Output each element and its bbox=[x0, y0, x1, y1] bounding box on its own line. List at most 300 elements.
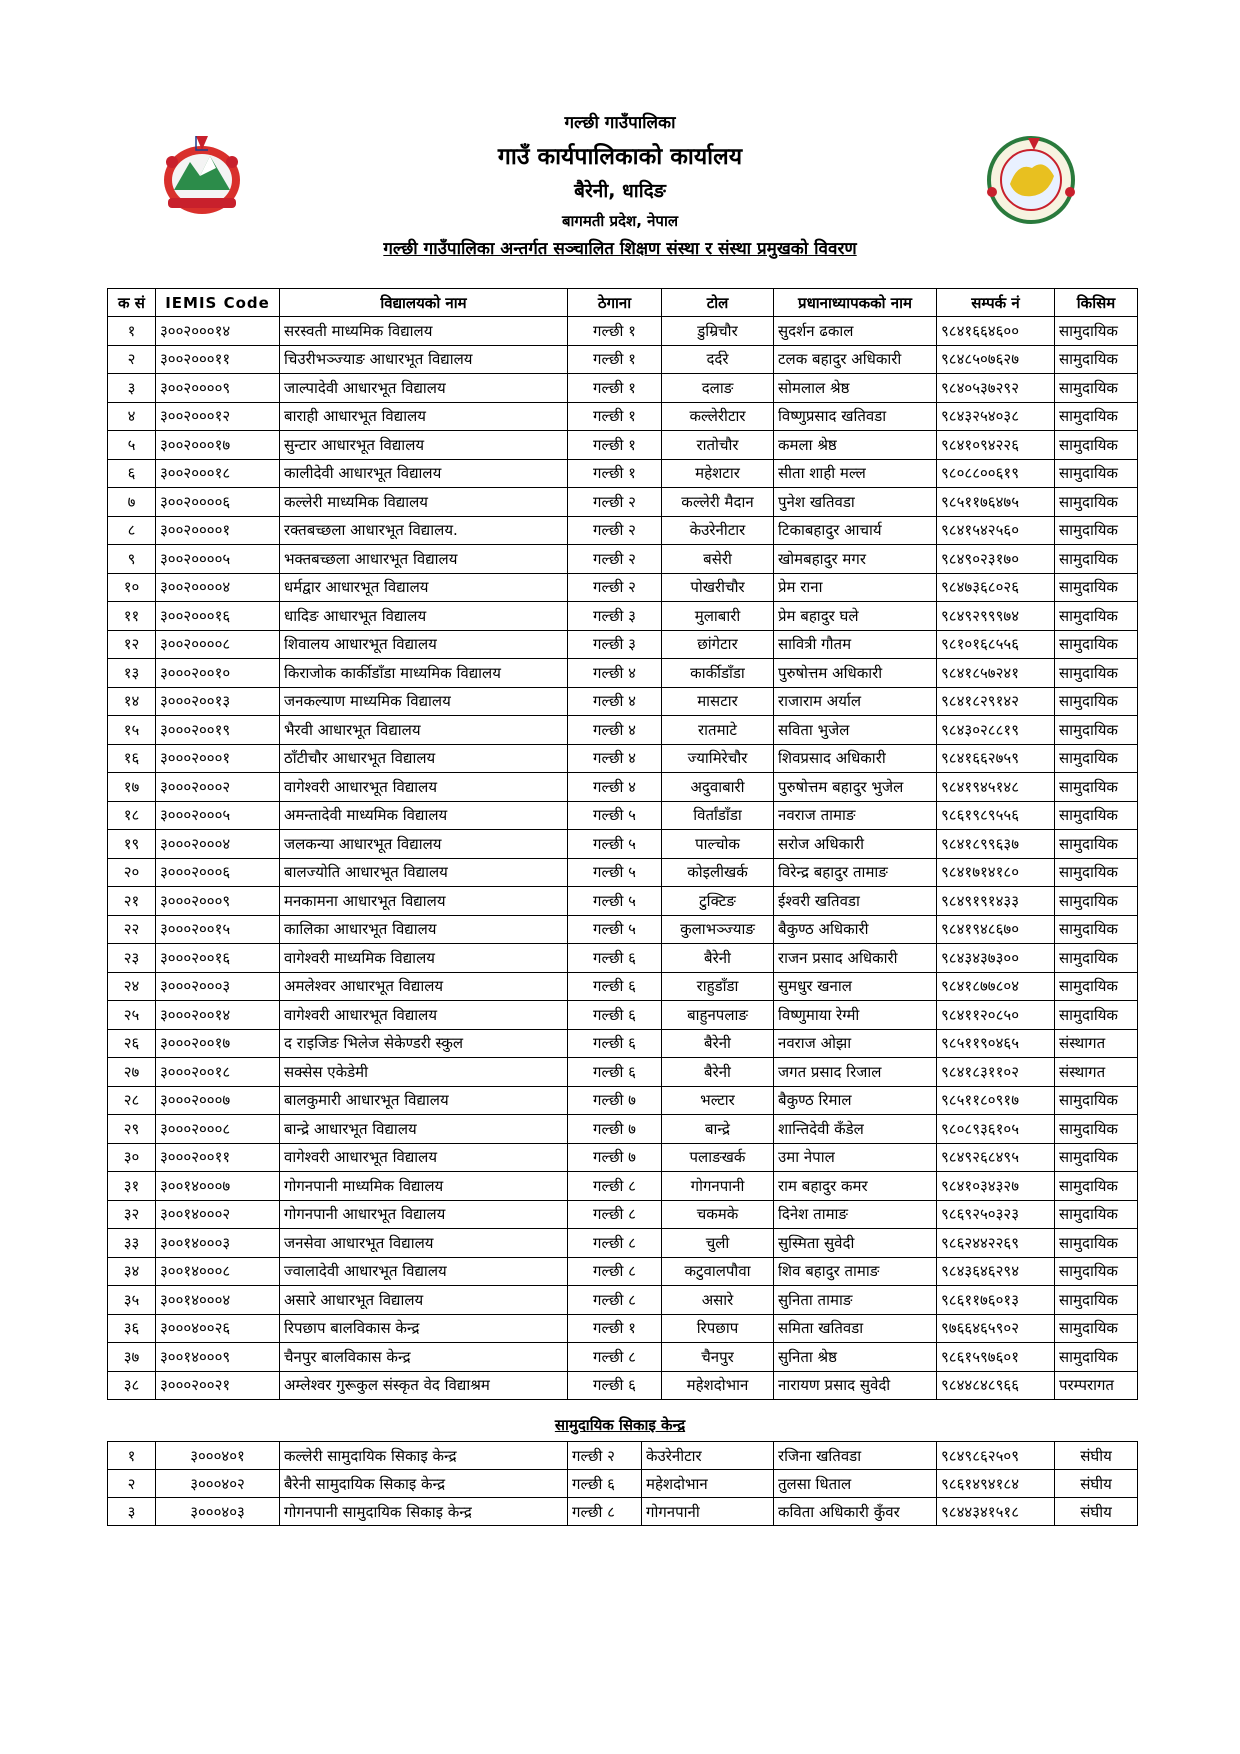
table-cell: चकमके bbox=[662, 1200, 774, 1229]
table-cell: गल्छी २ bbox=[568, 1442, 642, 1470]
table-cell: गल्छी ८ bbox=[568, 1229, 662, 1258]
table-cell: गल्छी ६ bbox=[568, 1371, 662, 1400]
table-cell: नारायण प्रसाद सुवेदी bbox=[774, 1371, 937, 1400]
table-cell: १८ bbox=[108, 801, 156, 830]
table-cell: अमलेश्वर आधारभूत विद्यालय bbox=[280, 972, 568, 1001]
table-cell: पुनेश खतिवडा bbox=[774, 488, 937, 517]
document-title: गल्छी गाउँपालिका अन्तर्गत सञ्चालित शिक्षण संस्था र संस्था प्रमुखको विवरण bbox=[383, 239, 857, 259]
table-cell: गल्छी ८ bbox=[568, 1200, 662, 1229]
table-cell: संघीय bbox=[1055, 1498, 1138, 1526]
table-row bbox=[108, 431, 1138, 460]
table-cell: ३०००२००१० bbox=[156, 659, 280, 688]
table-cell: राजन प्रसाद अधिकारी bbox=[774, 944, 937, 973]
table-cell: कल्लेरी माध्यमिक विद्यालय bbox=[280, 488, 568, 517]
table-cell: ५ bbox=[108, 431, 156, 460]
table-cell: ३४ bbox=[108, 1257, 156, 1286]
table-cell: राम बहादुर कमर bbox=[774, 1172, 937, 1201]
table-cell: ९८६१९८९५५६ bbox=[937, 801, 1055, 830]
table-cell: गल्छी ३ bbox=[568, 602, 662, 631]
table-cell: ९८६११७६०१३ bbox=[937, 1286, 1055, 1315]
table-cell: १६ bbox=[108, 744, 156, 773]
table-cell: ३०००४०१ bbox=[156, 1442, 280, 1470]
table-cell: ३०००२००१५ bbox=[156, 915, 280, 944]
table-cell: विष्णुमाया रेग्मी bbox=[774, 1001, 937, 1030]
table-row bbox=[108, 1086, 1138, 1115]
table-cell: १२ bbox=[108, 630, 156, 659]
table-cell: वागेश्वरी आधारभूत विद्यालय bbox=[280, 773, 568, 802]
table-cell: बसेरी bbox=[662, 545, 774, 574]
table-cell: कटुवालपौवा bbox=[662, 1257, 774, 1286]
table-cell: गल्छी १ bbox=[568, 317, 662, 346]
table-cell: सुस्मिता सुवेदी bbox=[774, 1229, 937, 1258]
table-cell: ३००२००००९ bbox=[156, 374, 280, 403]
table-cell: ३०००२०००२ bbox=[156, 773, 280, 802]
table-cell: सामुदायिक bbox=[1055, 659, 1138, 688]
office-name: गाउँ कार्यपालिकाको कार्यालय bbox=[497, 144, 743, 170]
table-cell: सामुदायिक bbox=[1055, 972, 1138, 1001]
table-cell: सामुदायिक bbox=[1055, 1343, 1138, 1372]
table-cell: महेशदोभान bbox=[642, 1470, 774, 1498]
table-cell: ३००१४०००८ bbox=[156, 1257, 280, 1286]
table-cell: महेशटार bbox=[662, 459, 774, 488]
community-centers-table bbox=[107, 1441, 1138, 1526]
table-cell: २७ bbox=[108, 1058, 156, 1087]
table-cell: गल्छी ६ bbox=[568, 1029, 662, 1058]
table-cell: ९८६१४९४१८४ bbox=[937, 1470, 1055, 1498]
table-cell: छांगेटार bbox=[662, 630, 774, 659]
table-cell: ९८४१०३४३२७ bbox=[937, 1172, 1055, 1201]
table-cell: रातोचौर bbox=[662, 431, 774, 460]
table-cell: पुरुषोत्तम बहादुर भुजेल bbox=[774, 773, 937, 802]
table-cell: ९८४१९४८६७० bbox=[937, 915, 1055, 944]
table-cell: नवराज ओझा bbox=[774, 1029, 937, 1058]
table-row bbox=[108, 944, 1138, 973]
table-row bbox=[108, 573, 1138, 602]
table-cell: १९ bbox=[108, 830, 156, 859]
table-cell: गोगनपानी माध्यमिक विद्यालय bbox=[280, 1172, 568, 1201]
table-cell: १० bbox=[108, 573, 156, 602]
table-cell: ३०००२०००७ bbox=[156, 1086, 280, 1115]
table-cell: महेशदोभान bbox=[662, 1371, 774, 1400]
table-cell: भक्तबच्छला आधारभूत विद्यालय bbox=[280, 545, 568, 574]
table-cell: प्रेम राना bbox=[774, 573, 937, 602]
table-cell: दलाङ bbox=[662, 374, 774, 403]
table-cell: गल्छी ७ bbox=[568, 1115, 662, 1144]
table-cell: सामुदायिक bbox=[1055, 687, 1138, 716]
table-cell: अदुवाबारी bbox=[662, 773, 774, 802]
table-cell: गल्छी ६ bbox=[568, 1001, 662, 1030]
table-cell: गल्छी ८ bbox=[568, 1343, 662, 1372]
table-cell: सामुदायिक bbox=[1055, 1200, 1138, 1229]
table-cell: ३००२०००१८ bbox=[156, 459, 280, 488]
table-cell: सामुदायिक bbox=[1055, 573, 1138, 602]
table-cell: ३० bbox=[108, 1143, 156, 1172]
table-row bbox=[108, 659, 1138, 688]
table-cell: ९८५११९०४६५ bbox=[937, 1029, 1055, 1058]
community-centers-title: सामुदायिक सिकाइ केन्द्र bbox=[554, 1416, 686, 1434]
table-cell: रजिना खतिवडा bbox=[774, 1442, 937, 1470]
table-cell: सामुदायिक bbox=[1055, 1115, 1138, 1144]
table-cell: टलक बहादुर अधिकारी bbox=[774, 345, 937, 374]
table-cell: ३५ bbox=[108, 1286, 156, 1315]
table-cell: सरस्वती माध्यमिक विद्यालय bbox=[280, 317, 568, 346]
table-cell: ३००२००००८ bbox=[156, 630, 280, 659]
table-row bbox=[108, 1029, 1138, 1058]
table-cell: ३००२००००४ bbox=[156, 573, 280, 602]
table-cell: सुनिता श्रेष्ठ bbox=[774, 1343, 937, 1372]
table-cell: ३०००२०००१ bbox=[156, 744, 280, 773]
table-cell: ९८४४८४८९६६ bbox=[937, 1371, 1055, 1400]
table-cell: गल्छी १ bbox=[568, 431, 662, 460]
table-cell: संघीय bbox=[1055, 1442, 1138, 1470]
table-cell: २५ bbox=[108, 1001, 156, 1030]
table-cell: ३१ bbox=[108, 1172, 156, 1201]
table-cell: ३०००२०००६ bbox=[156, 858, 280, 887]
table-cell: ठाँटीचौर आधारभूत विद्यालय bbox=[280, 744, 568, 773]
table-cell: गोगनपानी bbox=[642, 1498, 774, 1526]
table-cell: चैनपुर bbox=[662, 1343, 774, 1372]
table-cell: पुरुषोत्तम अधिकारी bbox=[774, 659, 937, 688]
table-cell: शिवप्रसाद अधिकारी bbox=[774, 744, 937, 773]
column-header: क सं bbox=[108, 289, 156, 317]
table-row bbox=[108, 1442, 1138, 1470]
table-cell: द राइजिङ भिलेज सेकेण्डरी स्कुल bbox=[280, 1029, 568, 1058]
table-cell: सावित्री गौतम bbox=[774, 630, 937, 659]
table-cell: ३०००२००२१ bbox=[156, 1371, 280, 1400]
table-cell: सरोज अधिकारी bbox=[774, 830, 937, 859]
table-cell: रक्तबच्छला आधारभूत विद्यालय. bbox=[280, 516, 568, 545]
table-cell: शिवालय आधारभूत विद्यालय bbox=[280, 630, 568, 659]
table-cell: कार्कीडाँडा bbox=[662, 659, 774, 688]
table-cell: ३२ bbox=[108, 1200, 156, 1229]
table-cell: ३०००४०३ bbox=[156, 1498, 280, 1526]
table-cell: गल्छी ५ bbox=[568, 858, 662, 887]
table-cell: जाल्पादेवी आधारभूत विद्यालय bbox=[280, 374, 568, 403]
table-cell: ९८१०१६८५५६ bbox=[937, 630, 1055, 659]
table-cell: सामुदायिक bbox=[1055, 1143, 1138, 1172]
table-cell: जनकल्याण माध्यमिक विद्यालय bbox=[280, 687, 568, 716]
table-cell: ९८४७३६८०२६ bbox=[937, 573, 1055, 602]
table-cell: १ bbox=[108, 317, 156, 346]
table-cell: संघीय bbox=[1055, 1470, 1138, 1498]
province-name: बागमती प्रदेश, नेपाल bbox=[561, 212, 679, 230]
document-header bbox=[0, 112, 1240, 260]
table-cell: गल्छी ४ bbox=[568, 659, 662, 688]
table-cell: ३००१४०००२ bbox=[156, 1200, 280, 1229]
table-row bbox=[108, 801, 1138, 830]
municipality-name: गल्छी गाउँपालिका bbox=[564, 113, 676, 133]
table-cell: ९८४३६४६२९४ bbox=[937, 1257, 1055, 1286]
table-cell: गल्छी ६ bbox=[568, 1058, 662, 1087]
table-cell: सामुदायिक bbox=[1055, 1086, 1138, 1115]
table-row bbox=[108, 1143, 1138, 1172]
table-row bbox=[108, 317, 1138, 346]
table-cell: रातमाटे bbox=[662, 716, 774, 745]
table-cell: ज्वालादेवी आधारभूत विद्यालय bbox=[280, 1257, 568, 1286]
table-cell: चैनपुर बालविकास केन्द्र bbox=[280, 1343, 568, 1372]
table-cell: टिकाबहादुर आचार्य bbox=[774, 516, 937, 545]
table-cell: ९८४१६६२७५९ bbox=[937, 744, 1055, 773]
table-cell: ३०००२००१९ bbox=[156, 716, 280, 745]
table-cell: ३०००२००१६ bbox=[156, 944, 280, 973]
table-cell: ९ bbox=[108, 545, 156, 574]
table-cell: बान्द्रे bbox=[662, 1115, 774, 1144]
table-cell: सामुदायिक bbox=[1055, 459, 1138, 488]
table-cell: सामुदायिक bbox=[1055, 488, 1138, 517]
table-cell: ईश्वरी खतिवडा bbox=[774, 887, 937, 916]
table-row bbox=[108, 630, 1138, 659]
table-cell: ९८४१६६४६०० bbox=[937, 317, 1055, 346]
table-cell: कल्लेरी मैदान bbox=[662, 488, 774, 517]
table-cell: ३००२०००११ bbox=[156, 345, 280, 374]
table-cell: सामुदायिक bbox=[1055, 773, 1138, 802]
table-cell: सामुदायिक bbox=[1055, 801, 1138, 830]
table-cell: बान्द्रे आधारभूत विद्यालय bbox=[280, 1115, 568, 1144]
table-cell: ३०००२००१७ bbox=[156, 1029, 280, 1058]
table-cell: गल्छी १ bbox=[568, 402, 662, 431]
table-cell: गल्छी ७ bbox=[568, 1143, 662, 1172]
table-cell: ३०००२००१३ bbox=[156, 687, 280, 716]
table-cell: ९८४१८२९१४२ bbox=[937, 687, 1055, 716]
table-cell: गल्छी २ bbox=[568, 516, 662, 545]
table-cell: उमा नेपाल bbox=[774, 1143, 937, 1172]
column-header: टोल bbox=[662, 289, 774, 317]
office-location: बैरेनी, धादिङ bbox=[574, 180, 666, 202]
table-row bbox=[108, 516, 1138, 545]
table-cell: गोगनपानी सामुदायिक सिकाइ केन्द्र bbox=[280, 1498, 568, 1526]
table-cell: धादिङ आधारभूत विद्यालय bbox=[280, 602, 568, 631]
table-cell: असारे आधारभूत विद्यालय bbox=[280, 1286, 568, 1315]
table-cell: सामुदायिक bbox=[1055, 374, 1138, 403]
table-cell: असारे bbox=[662, 1286, 774, 1315]
table-cell: ३०००२०००८ bbox=[156, 1115, 280, 1144]
table-cell: दर्दरे bbox=[662, 345, 774, 374]
table-cell: कोइलीखर्क bbox=[662, 858, 774, 887]
table-cell: गल्छी ४ bbox=[568, 687, 662, 716]
table-row bbox=[108, 1343, 1138, 1372]
table-cell: ९८४०५३७२९२ bbox=[937, 374, 1055, 403]
table-cell: सामुदायिक bbox=[1055, 1257, 1138, 1286]
table-cell: १ bbox=[108, 1442, 156, 1470]
table-cell: ३००२०००१७ bbox=[156, 431, 280, 460]
table-cell: सामुदायिक bbox=[1055, 858, 1138, 887]
table-cell: विरेन्द्र बहादुर तामाङ bbox=[774, 858, 937, 887]
table-cell: ९७६६४६५९०२ bbox=[937, 1314, 1055, 1343]
table-cell: सुन्टार आधारभूत विद्यालय bbox=[280, 431, 568, 460]
table-cell: पाल्चोक bbox=[662, 830, 774, 859]
table-cell: सामुदायिक bbox=[1055, 602, 1138, 631]
table-cell: ९८५११७६४७५ bbox=[937, 488, 1055, 517]
table-cell: ९८६२४४२२६९ bbox=[937, 1229, 1055, 1258]
table-row bbox=[108, 459, 1138, 488]
table-cell: कविता अधिकारी कुँवर bbox=[774, 1498, 937, 1526]
table-cell: सामुदायिक bbox=[1055, 431, 1138, 460]
table-row bbox=[108, 1371, 1138, 1400]
table-cell: रिपछाप bbox=[662, 1314, 774, 1343]
table-cell: बैरेनी bbox=[662, 1029, 774, 1058]
table-cell: ९८४१०९४२२६ bbox=[937, 431, 1055, 460]
table-cell: सामुदायिक bbox=[1055, 887, 1138, 916]
table-cell: सामुदायिक bbox=[1055, 402, 1138, 431]
table-cell: शिव बहादुर तामाङ bbox=[774, 1257, 937, 1286]
table-cell: राजाराम अर्याल bbox=[774, 687, 937, 716]
table-cell: अमन्तादेवी माध्यमिक विद्यालय bbox=[280, 801, 568, 830]
table-cell: सविता भुजेल bbox=[774, 716, 937, 745]
table-cell: कुलाभञ्ज्याङ bbox=[662, 915, 774, 944]
table-cell: बैरेनी bbox=[662, 1058, 774, 1087]
table-cell: वागेश्वरी आधारभूत विद्यालय bbox=[280, 1143, 568, 1172]
table-cell: २ bbox=[108, 1470, 156, 1498]
table-cell: टुक्टिङ bbox=[662, 887, 774, 916]
table-cell: ३०००२०००४ bbox=[156, 830, 280, 859]
table-cell: ९८४९१९१४३३ bbox=[937, 887, 1055, 916]
table-cell: गोगनपानी bbox=[662, 1172, 774, 1201]
table-cell: ३००२०००१४ bbox=[156, 317, 280, 346]
table-cell: ९८४१५४२५६० bbox=[937, 516, 1055, 545]
table-row bbox=[108, 374, 1138, 403]
table-cell: ३०००२००१४ bbox=[156, 1001, 280, 1030]
table-row bbox=[108, 1115, 1138, 1144]
table-cell: ४ bbox=[108, 402, 156, 431]
table-cell: २९ bbox=[108, 1115, 156, 1144]
column-header: विद्यालयको नाम bbox=[280, 289, 568, 317]
table-cell: गल्छी ८ bbox=[568, 1498, 642, 1526]
table-cell: केउरेनीटार bbox=[642, 1442, 774, 1470]
table-cell: रिपछाप बालविकास केन्द्र bbox=[280, 1314, 568, 1343]
table-cell: सुदर्शन ढकाल bbox=[774, 317, 937, 346]
table-cell: ३००१४०००३ bbox=[156, 1229, 280, 1258]
table-cell: २६ bbox=[108, 1029, 156, 1058]
table-cell: ३०००४००२६ bbox=[156, 1314, 280, 1343]
table-cell: ८ bbox=[108, 516, 156, 545]
table-cell: बैरेनी सामुदायिक सिकाइ केन्द्र bbox=[280, 1470, 568, 1498]
table-cell: सुमधुर खनाल bbox=[774, 972, 937, 1001]
table-cell: ६ bbox=[108, 459, 156, 488]
table-cell: सामुदायिक bbox=[1055, 944, 1138, 973]
table-cell: गल्छी १ bbox=[568, 1314, 662, 1343]
table-cell: सुनिता तामाङ bbox=[774, 1286, 937, 1315]
table-cell: विष्णुप्रसाद खतिवडा bbox=[774, 402, 937, 431]
table-row bbox=[108, 915, 1138, 944]
table-cell: ९८६१५९७६०१ bbox=[937, 1343, 1055, 1372]
table-cell: कल्लेरीटार bbox=[662, 402, 774, 431]
table-cell: ९८४९२९९९७४ bbox=[937, 602, 1055, 631]
table-cell: ३००२००००५ bbox=[156, 545, 280, 574]
table-cell: २० bbox=[108, 858, 156, 887]
table-cell: सामुदायिक bbox=[1055, 830, 1138, 859]
table-cell: २ bbox=[108, 345, 156, 374]
table-cell: कालिका आधारभूत विद्यालय bbox=[280, 915, 568, 944]
table-cell: गल्छी ८ bbox=[568, 1172, 662, 1201]
table-cell: सामुदायिक bbox=[1055, 915, 1138, 944]
table-cell: मुलाबारी bbox=[662, 602, 774, 631]
table-cell: ९८४३२५४०३८ bbox=[937, 402, 1055, 431]
table-cell: २४ bbox=[108, 972, 156, 1001]
table-cell: १५ bbox=[108, 716, 156, 745]
table-cell: ९८४१८९९६३७ bbox=[937, 830, 1055, 859]
table-cell: गल्छी १ bbox=[568, 459, 662, 488]
table-cell: ३८ bbox=[108, 1371, 156, 1400]
table-cell: तुलसा धिताल bbox=[774, 1470, 937, 1498]
column-header: IEMIS Code bbox=[156, 289, 280, 317]
table-row bbox=[108, 972, 1138, 1001]
table-cell: नवराज तामाङ bbox=[774, 801, 937, 830]
column-header: ठेगाना bbox=[568, 289, 662, 317]
table-cell: ३००२००००१ bbox=[156, 516, 280, 545]
table-cell: सामुदायिक bbox=[1055, 317, 1138, 346]
table-cell: ३००२०००१२ bbox=[156, 402, 280, 431]
table-cell: डुम्रिचौर bbox=[662, 317, 774, 346]
table-row bbox=[108, 402, 1138, 431]
table-cell: धर्मद्वार आधारभूत विद्यालय bbox=[280, 573, 568, 602]
column-header: सम्पर्क नं bbox=[937, 289, 1055, 317]
table-cell: अम्लेश्वर गुरूकुल संस्कृत वेद विद्याश्रम bbox=[280, 1371, 568, 1400]
table-cell: सामुदायिक bbox=[1055, 1001, 1138, 1030]
table-cell: जनसेवा आधारभूत विद्यालय bbox=[280, 1229, 568, 1258]
table-cell: ३००२०००१६ bbox=[156, 602, 280, 631]
table-cell: गल्छी ७ bbox=[568, 1086, 662, 1115]
table-cell: बैकुण्ठ अधिकारी bbox=[774, 915, 937, 944]
table-cell: ७ bbox=[108, 488, 156, 517]
table-cell: सोमलाल श्रेष्ठ bbox=[774, 374, 937, 403]
table-cell: परम्परागत bbox=[1055, 1371, 1138, 1400]
table-cell: ९८४९८६२५०९ bbox=[937, 1442, 1055, 1470]
table-cell: गल्छी २ bbox=[568, 573, 662, 602]
table-cell: १७ bbox=[108, 773, 156, 802]
table-cell: बालकुमारी आधारभूत विद्यालय bbox=[280, 1086, 568, 1115]
table-cell: पोखरीचौर bbox=[662, 573, 774, 602]
table-cell: कल्लेरी सामुदायिक सिकाइ केन्द्र bbox=[280, 1442, 568, 1470]
table-cell: चुली bbox=[662, 1229, 774, 1258]
table-cell: ९८४१८३११०२ bbox=[937, 1058, 1055, 1087]
table-row bbox=[108, 1200, 1138, 1229]
table-cell: सामुदायिक bbox=[1055, 516, 1138, 545]
table-row bbox=[108, 687, 1138, 716]
table-cell: ३००१४०००४ bbox=[156, 1286, 280, 1315]
table-cell: चिउरीभञ्ज्याङ आधारभूत विद्यालय bbox=[280, 345, 568, 374]
table-cell: शान्तिदेवी कँडेल bbox=[774, 1115, 937, 1144]
table-cell: खोमबहादुर मगर bbox=[774, 545, 937, 574]
table-cell: पलाङखर्क bbox=[662, 1143, 774, 1172]
table-cell: २८ bbox=[108, 1086, 156, 1115]
table-row bbox=[108, 1257, 1138, 1286]
table-row bbox=[108, 773, 1138, 802]
table-row bbox=[108, 1001, 1138, 1030]
table-cell: सामुदायिक bbox=[1055, 630, 1138, 659]
table-cell: ९८५११८०९१७ bbox=[937, 1086, 1055, 1115]
table-cell: मनकामना आधारभूत विद्यालय bbox=[280, 887, 568, 916]
table-cell: २३ bbox=[108, 944, 156, 973]
table-cell: ३०००२०००३ bbox=[156, 972, 280, 1001]
table-cell: ३ bbox=[108, 1498, 156, 1526]
table-row bbox=[108, 858, 1138, 887]
table-cell: संस्थागत bbox=[1055, 1029, 1138, 1058]
table-cell: ९८४३४३७३०० bbox=[937, 944, 1055, 973]
table-cell: सामुदायिक bbox=[1055, 1229, 1138, 1258]
table-cell: सामुदायिक bbox=[1055, 1314, 1138, 1343]
table-cell: गल्छी ८ bbox=[568, 1257, 662, 1286]
column-header: प्रधानाध्यापकको नाम bbox=[774, 289, 937, 317]
table-row bbox=[108, 1498, 1138, 1526]
table-cell: ९८४९२६८४९५ bbox=[937, 1143, 1055, 1172]
table-cell: बैरेनी bbox=[662, 944, 774, 973]
table-cell: ९८४९०२३१७० bbox=[937, 545, 1055, 574]
table-cell: जगत प्रसाद रिजाल bbox=[774, 1058, 937, 1087]
table-cell: प्रेम बहादुर घले bbox=[774, 602, 937, 631]
table-row bbox=[108, 1314, 1138, 1343]
table-cell: ३०००२०००९ bbox=[156, 887, 280, 916]
table-cell: गल्छी ५ bbox=[568, 830, 662, 859]
